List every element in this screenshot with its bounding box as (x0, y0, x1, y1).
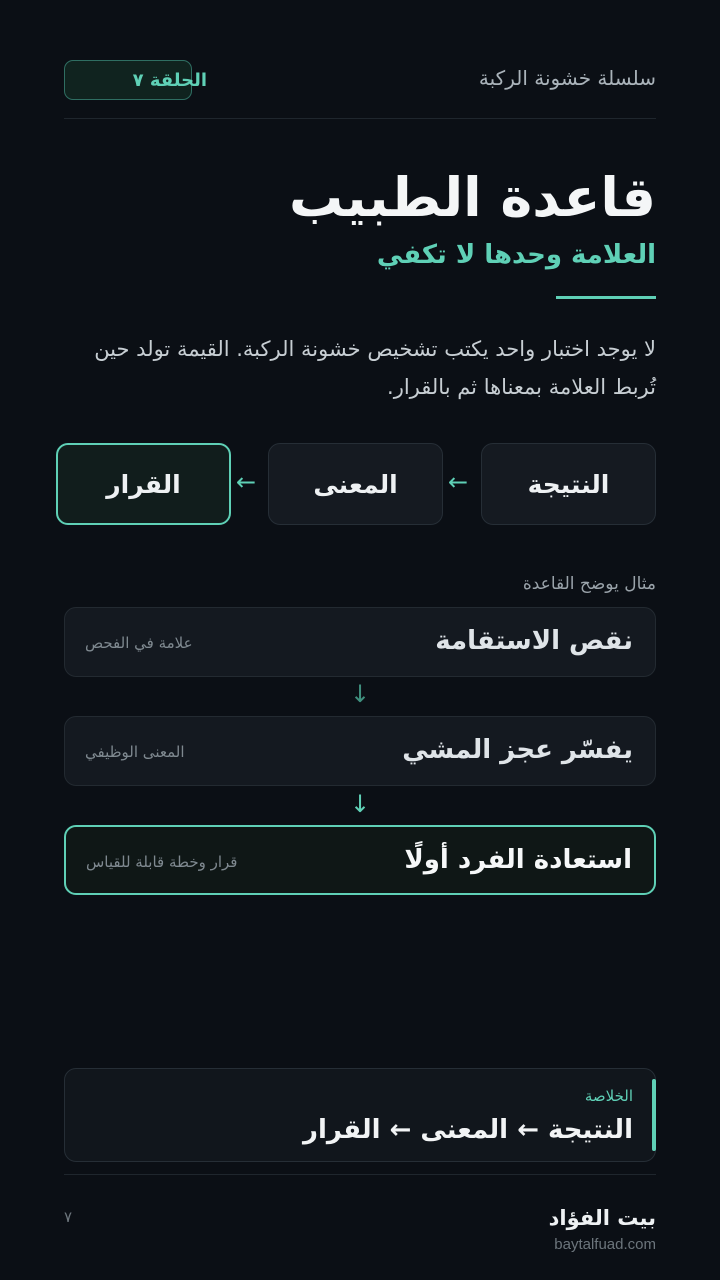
example-main-text: يفسّر عجز المشي (402, 735, 633, 765)
flow-step-label: النتيجة (527, 469, 610, 499)
example-tag: المعنى الوظيفي (85, 743, 185, 761)
page-subtitle: العلامة وحدها لا تكفي (376, 240, 656, 270)
page-number: ٧ (64, 1208, 73, 1226)
summary-label: الخلاصة (584, 1087, 633, 1105)
example-card-meaning (64, 716, 656, 786)
flow-arrow-icon: ← (448, 468, 469, 496)
footer-divider (64, 1174, 656, 1175)
intro-paragraph: لا يوجد اختبار واحد يكتب تشخيص خشونة الركبة. القيمة تولد حين تُربط العلامة بمعناها ثم بالقرار. (94, 337, 656, 399)
down-arrow-icon: ↓ (350, 680, 371, 708)
summary-accent-bar (652, 1079, 656, 1151)
example-tag: قرار وخطة قابلة للقياس (86, 853, 238, 871)
flow-arrow-icon: ← (236, 468, 257, 496)
down-arrow-icon: ↓ (350, 790, 371, 818)
episode-badge (64, 60, 207, 100)
episode-label: الحلقة ٧ (132, 70, 207, 91)
page-title: قاعدة الطبيب (288, 166, 656, 229)
site-url[interactable]: baytalfuad.com (554, 1236, 656, 1253)
summary-text: النتيجة ← المعنى ← القرار (303, 1115, 633, 1145)
series-title: سلسلة خشونة الركبة (478, 66, 656, 90)
brand-name: بيت الفؤاد (548, 1206, 656, 1230)
example-main-text: نقص الاستقامة (435, 626, 633, 656)
flow-step-label: المعنى (313, 469, 398, 499)
example-card-decision (64, 825, 656, 895)
header-divider (64, 118, 656, 119)
summary-card (64, 1068, 656, 1162)
flow-step-label: القرار (106, 469, 181, 499)
example-main-text: استعادة الفرد أولًا (404, 845, 632, 875)
example-tag: علامة في الفحص (85, 634, 193, 652)
example-label: مثال يوضح القاعدة (522, 574, 656, 594)
flow-step-meaning (268, 443, 443, 525)
flow-step-result (481, 443, 656, 525)
flow-step-decision (56, 443, 231, 525)
example-card-sign (64, 607, 656, 677)
title-underline (556, 296, 656, 299)
